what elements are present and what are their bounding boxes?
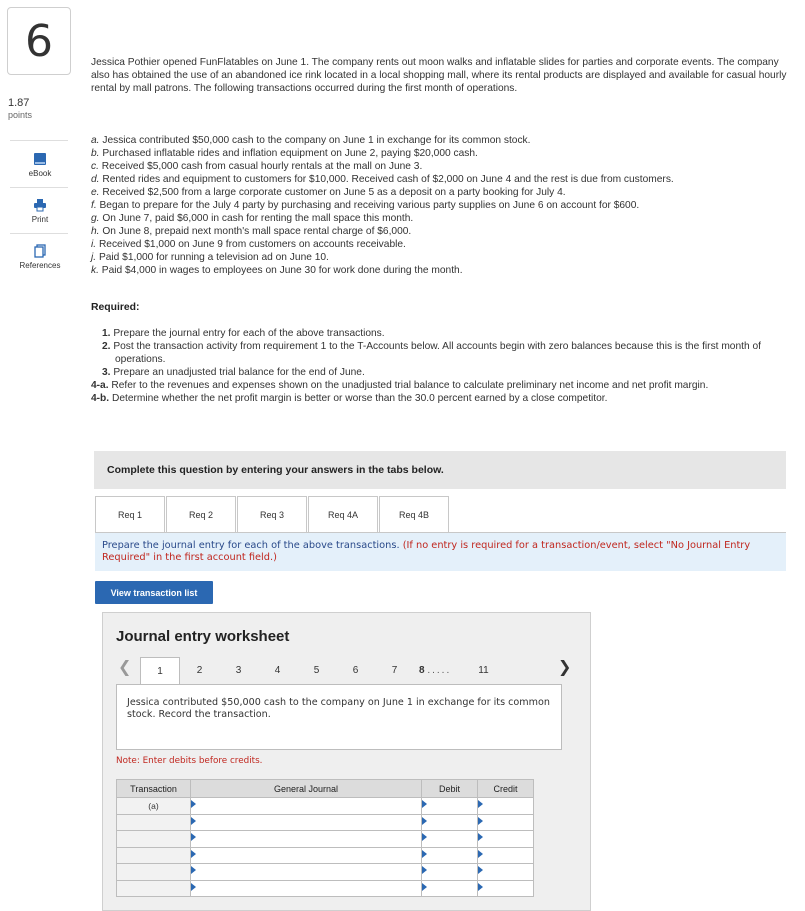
account-input[interactable] [191,847,422,864]
points-label: points [8,110,33,120]
chevron-left-icon[interactable]: ❮ [118,659,132,676]
required-list [91,327,797,405]
table-row [117,847,534,864]
references-icon [33,244,47,258]
row-transaction-label [117,864,191,881]
required-item: 2. Post the transaction activity from requirement 1 to the T-Accounts below. All accounts begin with zero balances because this is the first month of operations. [102,341,761,365]
required-item: 1. Prepare the journal entry for each of the above transactions. [102,328,385,339]
instruction-note: (If no entry is required for a transaction/event, select "No Journal Entry Required" in the first account field.) [102,540,751,563]
required-title: Required: [91,302,140,313]
table-header-row [117,780,534,798]
row-transaction-label [117,847,191,864]
page-ellipsis: ..... [427,664,452,676]
row-transaction-label: (a) [117,798,191,815]
transaction-item: h. On June 8, prepaid next month's mall space rental charge of $6,000. [91,226,412,237]
account-input[interactable] [191,880,422,897]
worksheet-title: Journal entry worksheet [116,628,290,645]
table-row [117,814,534,831]
required-item: 3. Prepare an unadjusted trial balance for the end of June. [102,367,365,378]
requirement-tabs [95,496,450,533]
transaction-item: e. Received $2,500 from a large corporate customer on June 5 as a deposit on a party booking for July 4. [91,187,566,198]
col-general-journal: General Journal [191,780,422,798]
required-item: 4-b. Determine whether the net profit margin is better or worse than the 30.0 percent earned by a close competitor. [91,393,608,404]
page-11[interactable]: 11 [478,664,489,676]
page-1[interactable]: 1 [140,657,180,684]
tab-req-1[interactable]: Req 1 [95,496,165,533]
instruction-main: Prepare the journal entry for each of the above transactions. [102,540,400,551]
worksheet-description: Jessica contributed $50,000 cash to the company on June 1 in exchange for its common stock. Record the transaction. [116,684,562,750]
required-item: 4-a. Refer to the revenues and expenses shown on the unadjusted trial balance to calculate preliminary net income and net profit margin. [91,380,709,391]
worksheet-pager [140,657,503,683]
rail-divider [10,140,68,141]
col-debit: Debit [422,780,478,798]
rail-divider [10,187,68,188]
row-transaction-label [117,880,191,897]
instruction-box [95,533,786,571]
credit-input[interactable] [478,847,534,864]
transaction-item: g. On June 7, paid $6,000 in cash for renting the mall space this month. [91,213,414,224]
credit-input[interactable] [478,814,534,831]
debit-input[interactable] [422,831,478,848]
account-input[interactable] [191,814,422,831]
transaction-item: f. Began to prepare for the July 4 party by purchasing and receiving various party supplies on June 6 on account for $600. [91,200,640,211]
transaction-item: d. Rented rides and equipment to customers for $10,000. Received cash of $2,000 on June 4 and the rest is due from customers. [91,174,674,185]
complete-question-banner: Complete this question by entering your answers in the tabs below. [94,451,786,489]
ebook-label: eBook [28,169,52,178]
print-label: Print [31,215,49,224]
col-credit: Credit [478,780,534,798]
transaction-item: j. Paid $1,000 for running a television ad on June 10. [91,252,329,263]
worksheet-note: Note: Enter debits before credits. [116,756,263,766]
col-transaction: Transaction [117,780,191,798]
chevron-right-icon[interactable]: ❯ [558,659,572,676]
problem-intro: Jessica Pothier opened FunFlatables on June 1. The company rents out moon walks and inflatable slides for parties and corporate events. The company also has obtained the use of an abandoned ice rink located in a local shopping mall, where its rental products are displayed and available for casual hourly rental by mall patrons. The following transactions occurred during the first month of operations. [91,57,787,94]
account-input[interactable] [191,798,422,815]
table-row [117,880,534,897]
transaction-item: k. Paid $4,000 in wages to employees on June 30 for work done during the month. [91,265,463,276]
credit-input[interactable] [478,798,534,815]
journal-entry-table [116,779,534,897]
tab-req-4a[interactable]: Req 4A [308,496,378,532]
credit-input[interactable] [478,864,534,881]
page-7[interactable]: 7 [391,664,398,676]
credit-input[interactable] [478,831,534,848]
ebook-button[interactable] [10,152,70,178]
transaction-list [91,134,791,277]
debit-input[interactable] [422,864,478,881]
transaction-item: i. Received $1,000 on June 9 from customers on accounts receivable. [91,239,406,250]
book-icon [33,152,47,166]
row-transaction-label [117,831,191,848]
tab-req-3[interactable]: Req 3 [237,496,307,532]
debit-input[interactable] [422,814,478,831]
account-input[interactable] [191,864,422,881]
view-transaction-list-button[interactable]: View transaction list [95,581,213,604]
debit-input[interactable] [422,847,478,864]
tab-req-2[interactable]: Req 2 [166,496,236,532]
printer-icon [33,198,47,212]
page-4[interactable]: 4 [274,664,281,676]
credit-input[interactable] [478,880,534,897]
references-label: References [19,261,61,270]
page-2[interactable]: 2 [196,664,203,676]
points-value: 1.87 [8,97,30,109]
table-row [117,831,534,848]
tab-req-4b[interactable]: Req 4B [379,496,449,532]
page-5[interactable]: 5 [313,664,320,676]
page-3[interactable]: 3 [235,664,242,676]
table-row [117,798,534,815]
transaction-item: b. Purchased inflatable rides and inflation equipment on June 2, paying $20,000 cash. [91,148,478,159]
page-8[interactable]: 8 ..... [419,664,452,676]
rail-divider [10,233,68,234]
row-transaction-label [117,814,191,831]
account-input[interactable] [191,831,422,848]
print-button[interactable] [10,198,70,224]
question-number: 6 [7,7,71,75]
transaction-item: a. Jessica contributed $50,000 cash to the company on June 1 in exchange for its common stock. [91,135,531,146]
debit-input[interactable] [422,798,478,815]
transaction-item: c. Received $5,000 cash from casual hourly rentals at the mall on June 3. [91,161,423,172]
references-button[interactable] [10,244,70,270]
table-row [117,864,534,881]
page-6[interactable]: 6 [352,664,359,676]
debit-input[interactable] [422,880,478,897]
